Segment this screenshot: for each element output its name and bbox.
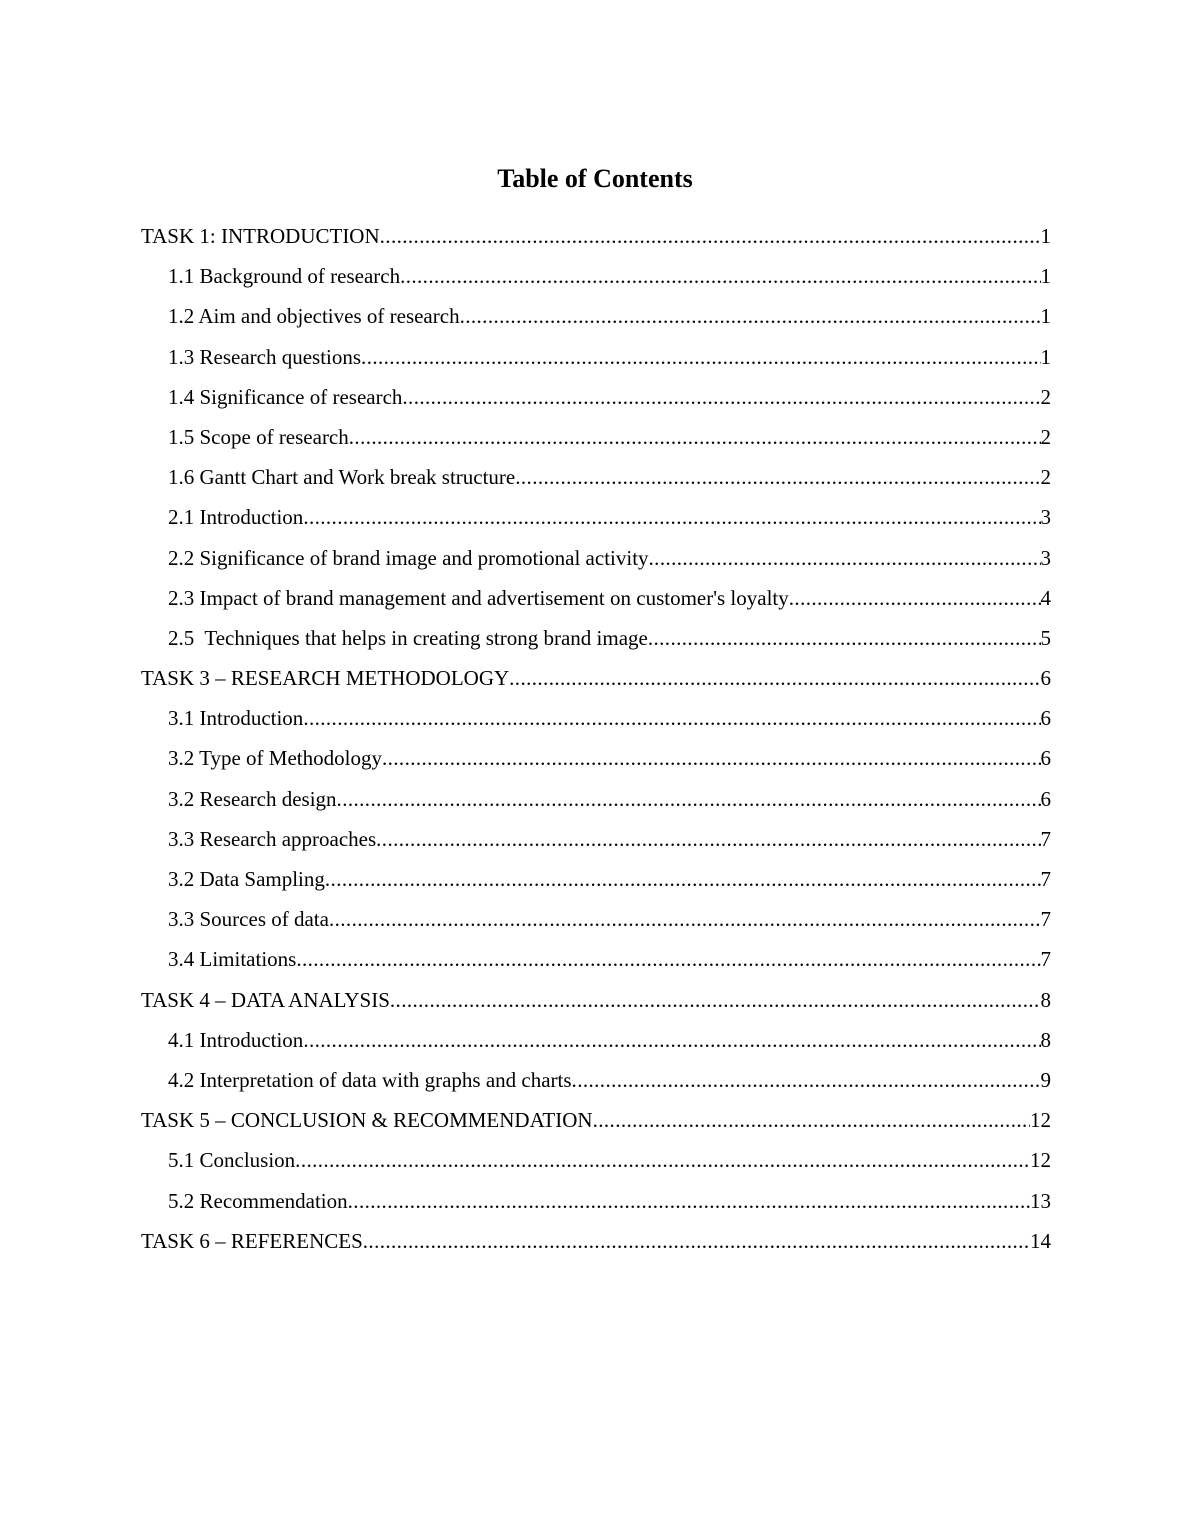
toc-entry-title: TASK 5 – CONCLUSION & RECOMMENDATION (141, 1108, 593, 1133)
toc-entry-title: 4.1 Introduction (168, 1027, 304, 1052)
toc-dot-leader (400, 256, 1040, 296)
toc-dot-leader (572, 1060, 1041, 1100)
toc-dot-leader (348, 1181, 1030, 1221)
toc-page-number: 1 (1040, 264, 1051, 289)
toc-entry-section[interactable] (141, 779, 1051, 819)
toc-page-number: 6 (1040, 666, 1051, 691)
toc-page-number: 2 (1040, 465, 1051, 490)
toc-dot-leader (515, 457, 1040, 497)
toc-entry-title: 5.1 Conclusion (168, 1148, 296, 1173)
toc-title: Table of Contents (497, 164, 693, 193)
toc-dot-leader (789, 578, 1041, 618)
toc-page-number: 3 (1040, 545, 1051, 570)
toc-entry-title: 5.2 Recommendation (168, 1188, 348, 1213)
toc-entry-section[interactable] (141, 1140, 1051, 1180)
toc-page-number: 4 (1040, 585, 1051, 610)
toc-entry-section[interactable] (141, 738, 1051, 778)
toc-dot-leader (303, 698, 1040, 738)
toc-dot-leader (402, 377, 1040, 417)
toc-dot-leader (509, 658, 1040, 698)
toc-entry-section[interactable] (141, 457, 1051, 497)
toc-entry-section[interactable] (141, 1060, 1051, 1100)
toc-entry-task[interactable] (141, 216, 1051, 256)
toc-entry-title: TASK 1: INTRODUCTION (141, 224, 380, 248)
toc-dot-leader (649, 538, 1041, 578)
toc-page-number: 12 (1030, 1108, 1051, 1133)
toc-dot-leader (376, 819, 1040, 859)
toc-entry-title: 1.3 Research questions (168, 344, 362, 369)
toc-page-number: 6 (1040, 706, 1051, 731)
toc-entry-title: 4.2 Interpretation of data with graphs and charts (168, 1067, 572, 1092)
toc-dot-leader (363, 1221, 1030, 1261)
toc-entry-title: 2.1 Introduction (168, 505, 304, 530)
toc-entry-title: 2.5 Techniques that helps in creating strong brand image (168, 625, 648, 650)
toc-page-number: 7 (1040, 867, 1051, 891)
toc-dot-leader (325, 859, 1041, 899)
toc-entry-title: 2.2 Significance of brand image and promotional activity (168, 545, 649, 570)
toc-dot-leader (337, 779, 1041, 819)
toc-page-number: 14 (1030, 1228, 1051, 1253)
toc-entry-title: 3.3 Sources of data (168, 907, 329, 932)
toc-entry-title: 3.4 Limitations (168, 947, 297, 972)
toc-page-number: 1 (1040, 224, 1051, 248)
toc-dot-leader (295, 1140, 1030, 1180)
toc-dot-leader (303, 1020, 1040, 1060)
toc-page-number: 3 (1040, 505, 1051, 530)
toc-entry-task[interactable] (141, 1221, 1051, 1261)
toc-entry-section[interactable] (141, 859, 1051, 899)
toc-page-number: 13 (1030, 1188, 1051, 1213)
toc-entry-section[interactable] (141, 1020, 1051, 1060)
toc-entry-title: 1.2 Aim and objectives of research (168, 304, 460, 329)
toc-entry-section[interactable] (141, 296, 1051, 336)
toc-page-number: 12 (1030, 1148, 1051, 1173)
toc-dot-leader (648, 618, 1041, 658)
toc-dot-leader (390, 980, 1041, 1020)
toc-entry-title: 3.2 Research design (168, 786, 337, 811)
toc-entry-section[interactable] (141, 899, 1051, 939)
toc-dot-leader (349, 417, 1041, 457)
toc-entry-title: 3.2 Data Sampling (168, 867, 325, 891)
toc-entry-title: 3.3 Research approaches (168, 826, 377, 851)
toc-entry-title: 1.5 Scope of research (168, 424, 349, 449)
toc-page-number: 2 (1040, 424, 1051, 449)
toc-entry-title: TASK 3 – RESEARCH METHODOLOGY (141, 666, 510, 691)
toc-entry-title: TASK 4 – DATA ANALYSIS (141, 987, 390, 1012)
toc-entry-section[interactable] (141, 497, 1051, 537)
toc-dot-leader (296, 939, 1040, 979)
toc-page-number: 2 (1040, 384, 1051, 409)
toc-entry-title: 3.2 Type of Methodology (168, 746, 382, 771)
toc-entry-section[interactable] (141, 256, 1051, 296)
toc-dot-leader (329, 899, 1041, 939)
toc-entry-title: 2.3 Impact of brand management and advertisement on customer's loyalty (168, 585, 789, 610)
toc-page-number: 8 (1040, 987, 1051, 1012)
toc-entry-title: 1.4 Significance of research (168, 384, 403, 409)
toc-dot-leader (380, 216, 1041, 256)
toc-entry-section[interactable] (141, 819, 1051, 859)
toc-page-number: 6 (1040, 786, 1051, 811)
toc-entry-title: 1.6 Gantt Chart and Work break structure (168, 465, 516, 490)
toc-dot-leader (593, 1100, 1030, 1140)
toc-page-number: 7 (1040, 907, 1051, 932)
toc-page-number: 7 (1040, 826, 1051, 851)
toc-list (141, 216, 1051, 1261)
toc-page-number: 6 (1040, 746, 1051, 771)
toc-entry-title: 3.1 Introduction (168, 706, 304, 731)
toc-entry-section[interactable] (141, 337, 1051, 377)
toc-dot-leader (460, 296, 1041, 336)
toc-page-number: 1 (1040, 344, 1051, 369)
toc-entry-section[interactable] (141, 578, 1051, 618)
toc-page-number: 5 (1040, 625, 1051, 650)
toc-entry-task[interactable] (141, 980, 1051, 1020)
toc-page-number: 9 (1040, 1067, 1051, 1092)
toc-page-number: 1 (1040, 304, 1051, 329)
toc-entry-section[interactable] (141, 939, 1051, 979)
toc-entry-section[interactable] (141, 538, 1051, 578)
toc-entry-section[interactable] (141, 377, 1051, 417)
toc-entry-section[interactable] (141, 1181, 1051, 1221)
toc-entry-task[interactable] (141, 1100, 1051, 1140)
toc-dot-leader (303, 497, 1040, 537)
toc-page-number: 8 (1040, 1027, 1051, 1052)
toc-entry-title: 1.1 Background of research (168, 264, 401, 289)
toc-dot-leader (382, 738, 1041, 778)
toc-dot-leader (361, 337, 1040, 377)
toc-entry-section[interactable] (141, 417, 1051, 457)
toc-entry-section[interactable] (141, 618, 1051, 658)
toc-page-number: 7 (1040, 947, 1051, 972)
toc-entry-section[interactable] (141, 698, 1051, 738)
toc-entry-task[interactable] (141, 658, 1051, 698)
toc-entry-title: TASK 6 – REFERENCES (141, 1228, 363, 1253)
